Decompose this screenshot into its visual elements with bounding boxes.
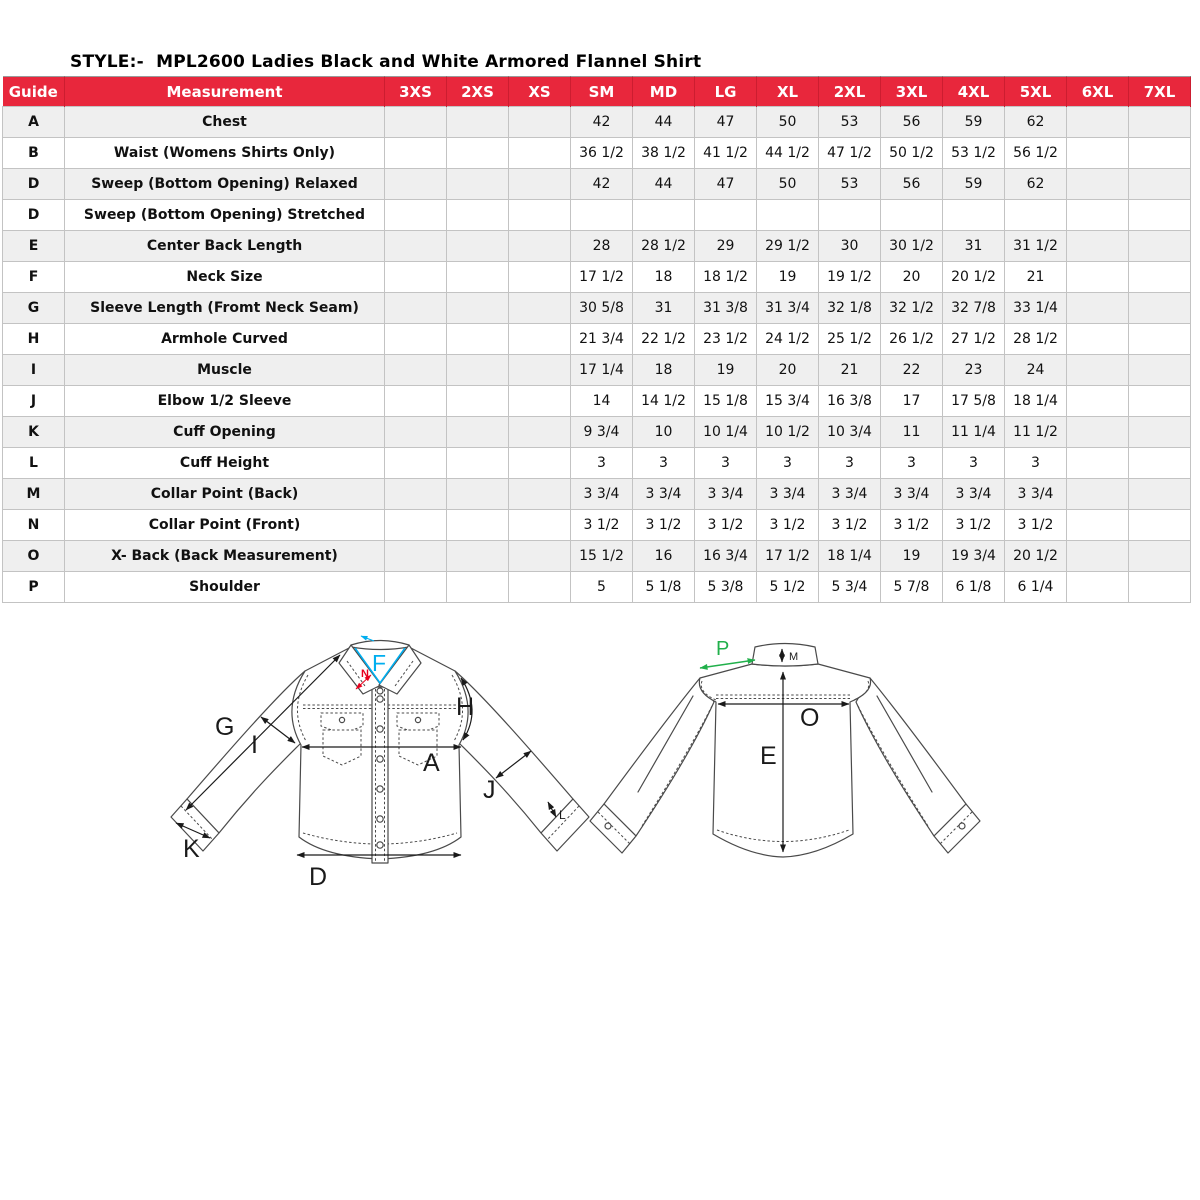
- value-cell: [385, 386, 447, 417]
- value-cell: [447, 448, 509, 479]
- value-cell: [509, 138, 571, 169]
- value-cell: [1067, 510, 1129, 541]
- value-cell: 31: [633, 293, 695, 324]
- label-d: D: [309, 863, 328, 891]
- front-shirt-diagram: [165, 633, 595, 895]
- label-h: H: [456, 693, 475, 721]
- guide-cell: J: [3, 386, 65, 417]
- value-cell: 32 1/8: [819, 293, 881, 324]
- value-cell: [509, 355, 571, 386]
- label-k: K: [183, 835, 200, 863]
- table-row-m-12: [3, 479, 1191, 510]
- value-cell: 3 3/4: [819, 479, 881, 510]
- value-cell: [1129, 355, 1191, 386]
- measurement-cell: Elbow 1/2 Sleeve: [65, 386, 385, 417]
- value-cell: 6 1/4: [1005, 572, 1067, 603]
- measurement-cell: Waist (Womens Shirts Only): [65, 138, 385, 169]
- table-row-i-8: [3, 355, 1191, 386]
- value-cell: 3: [571, 448, 633, 479]
- value-cell: 20: [757, 355, 819, 386]
- value-cell: 3 3/4: [695, 479, 757, 510]
- value-cell: 59: [943, 107, 1005, 138]
- measurement-cell: Center Back Length: [65, 231, 385, 262]
- value-cell: [385, 510, 447, 541]
- value-cell: 3 1/2: [571, 510, 633, 541]
- guide-cell: K: [3, 417, 65, 448]
- value-cell: [633, 200, 695, 231]
- value-cell: 3 1/2: [757, 510, 819, 541]
- value-cell: 18 1/4: [819, 541, 881, 572]
- value-cell: 18 1/2: [695, 262, 757, 293]
- guide-cell: A: [3, 107, 65, 138]
- value-cell: [571, 200, 633, 231]
- back-left-sleeve: [604, 678, 714, 836]
- label-j: J: [483, 776, 496, 804]
- table-row-d-2: [3, 169, 1191, 200]
- value-cell: 62: [1005, 169, 1067, 200]
- value-cell: 10 1/2: [757, 417, 819, 448]
- value-cell: 21: [1005, 262, 1067, 293]
- table-row-a-0: [3, 107, 1191, 138]
- value-cell: [1129, 510, 1191, 541]
- value-cell: 31 1/2: [1005, 231, 1067, 262]
- value-cell: 18: [633, 355, 695, 386]
- guide-cell: H: [3, 324, 65, 355]
- value-cell: [447, 262, 509, 293]
- value-cell: 38 1/2: [633, 138, 695, 169]
- label-i: I: [251, 731, 258, 759]
- value-cell: 5: [571, 572, 633, 603]
- column-header-7xl: 7XL: [1129, 77, 1191, 107]
- value-cell: 24: [1005, 355, 1067, 386]
- table-row-h-7: [3, 324, 1191, 355]
- value-cell: 20 1/2: [943, 262, 1005, 293]
- value-cell: [385, 169, 447, 200]
- value-cell: 17 1/4: [571, 355, 633, 386]
- value-cell: 22 1/2: [633, 324, 695, 355]
- value-cell: [509, 200, 571, 231]
- value-cell: 3 1/2: [633, 510, 695, 541]
- guide-cell: F: [3, 262, 65, 293]
- value-cell: [1067, 355, 1129, 386]
- value-cell: 3 3/4: [943, 479, 1005, 510]
- value-cell: 5 1/8: [633, 572, 695, 603]
- value-cell: [447, 479, 509, 510]
- measurement-cell: X- Back (Back Measurement): [65, 541, 385, 572]
- value-cell: [385, 231, 447, 262]
- value-cell: 3 3/4: [881, 479, 943, 510]
- value-cell: 19: [695, 355, 757, 386]
- value-cell: [1067, 262, 1129, 293]
- value-cell: [447, 510, 509, 541]
- table-row-b-1: [3, 138, 1191, 169]
- guide-cell: D: [3, 169, 65, 200]
- value-cell: 32 7/8: [943, 293, 1005, 324]
- measurement-cell: Neck Size: [65, 262, 385, 293]
- column-header-guide: Guide: [3, 77, 65, 107]
- value-cell: [447, 355, 509, 386]
- guide-cell: P: [3, 572, 65, 603]
- value-cell: 16 3/4: [695, 541, 757, 572]
- column-header-6xl: 6XL: [1067, 77, 1129, 107]
- value-cell: [447, 386, 509, 417]
- value-cell: [509, 417, 571, 448]
- value-cell: [385, 572, 447, 603]
- value-cell: 28 1/2: [1005, 324, 1067, 355]
- measurement-cell: Collar Point (Front): [65, 510, 385, 541]
- value-cell: [1129, 138, 1191, 169]
- value-cell: [509, 262, 571, 293]
- value-cell: [757, 200, 819, 231]
- value-cell: 56: [881, 107, 943, 138]
- value-cell: [509, 448, 571, 479]
- value-cell: [447, 293, 509, 324]
- measurement-cell: Armhole Curved: [65, 324, 385, 355]
- value-cell: [509, 324, 571, 355]
- value-cell: [1129, 231, 1191, 262]
- value-cell: 5 1/2: [757, 572, 819, 603]
- value-cell: [1129, 293, 1191, 324]
- value-cell: 27 1/2: [943, 324, 1005, 355]
- value-cell: 42: [571, 107, 633, 138]
- value-cell: [509, 572, 571, 603]
- value-cell: 26 1/2: [881, 324, 943, 355]
- value-cell: [1129, 169, 1191, 200]
- table-row-k-10: [3, 417, 1191, 448]
- value-cell: 31 3/8: [695, 293, 757, 324]
- value-cell: [1067, 231, 1129, 262]
- measurement-cell: Muscle: [65, 355, 385, 386]
- value-cell: [509, 169, 571, 200]
- value-cell: [695, 200, 757, 231]
- value-cell: [1067, 293, 1129, 324]
- value-cell: 3: [881, 448, 943, 479]
- label-e: E: [760, 742, 777, 770]
- table-row-p-15: [3, 572, 1191, 603]
- value-cell: 21 3/4: [571, 324, 633, 355]
- size-table-header-row: [3, 77, 1191, 107]
- value-cell: 16 3/8: [819, 386, 881, 417]
- value-cell: 3 1/2: [881, 510, 943, 541]
- value-cell: 17: [881, 386, 943, 417]
- value-cell: 44 1/2: [757, 138, 819, 169]
- value-cell: [447, 572, 509, 603]
- guide-cell: G: [3, 293, 65, 324]
- value-cell: [1129, 262, 1191, 293]
- guide-cell: B: [3, 138, 65, 169]
- value-cell: [1129, 324, 1191, 355]
- value-cell: 30 5/8: [571, 293, 633, 324]
- value-cell: [509, 231, 571, 262]
- value-cell: 47 1/2: [819, 138, 881, 169]
- measurement-cell: Shoulder: [65, 572, 385, 603]
- value-cell: 18 1/4: [1005, 386, 1067, 417]
- column-header-md: MD: [633, 77, 695, 107]
- measurement-cell: Collar Point (Back): [65, 479, 385, 510]
- value-cell: 30 1/2: [881, 231, 943, 262]
- value-cell: [1067, 138, 1129, 169]
- value-cell: 28 1/2: [633, 231, 695, 262]
- label-a: A: [423, 749, 440, 777]
- value-cell: 9 3/4: [571, 417, 633, 448]
- table-row-e-4: [3, 231, 1191, 262]
- value-cell: 6 1/8: [943, 572, 1005, 603]
- value-cell: 21: [819, 355, 881, 386]
- value-cell: [509, 107, 571, 138]
- value-cell: 15 1/8: [695, 386, 757, 417]
- value-cell: [385, 138, 447, 169]
- value-cell: [1067, 324, 1129, 355]
- value-cell: [385, 324, 447, 355]
- value-cell: 44: [633, 107, 695, 138]
- guide-cell: M: [3, 479, 65, 510]
- value-cell: 3 3/4: [1005, 479, 1067, 510]
- value-cell: 29: [695, 231, 757, 262]
- value-cell: [1129, 448, 1191, 479]
- value-cell: 28: [571, 231, 633, 262]
- value-cell: [447, 417, 509, 448]
- table-row-j-9: [3, 386, 1191, 417]
- column-header-5xl: 5XL: [1005, 77, 1067, 107]
- value-cell: 18: [633, 262, 695, 293]
- value-cell: [447, 324, 509, 355]
- value-cell: 56 1/2: [1005, 138, 1067, 169]
- value-cell: [1129, 386, 1191, 417]
- table-row-l-11: [3, 448, 1191, 479]
- value-cell: 17 5/8: [943, 386, 1005, 417]
- label-p: P: [716, 638, 730, 660]
- measurement-cell: Sweep (Bottom Opening) Relaxed: [65, 169, 385, 200]
- value-cell: 10: [633, 417, 695, 448]
- value-cell: 3 3/4: [633, 479, 695, 510]
- value-cell: 17 1/2: [757, 541, 819, 572]
- value-cell: 3 3/4: [757, 479, 819, 510]
- value-cell: 15 1/2: [571, 541, 633, 572]
- value-cell: 16: [633, 541, 695, 572]
- neck-arrow-icon: [361, 636, 374, 641]
- value-cell: [509, 541, 571, 572]
- value-cell: [509, 386, 571, 417]
- value-cell: 3 1/2: [819, 510, 881, 541]
- label-n: N: [361, 668, 369, 680]
- value-cell: [385, 541, 447, 572]
- value-cell: [1129, 479, 1191, 510]
- value-cell: 5 3/4: [819, 572, 881, 603]
- value-cell: 3 1/2: [943, 510, 1005, 541]
- value-cell: 3 3/4: [571, 479, 633, 510]
- value-cell: 3: [757, 448, 819, 479]
- value-cell: 62: [1005, 107, 1067, 138]
- value-cell: 31: [943, 231, 1005, 262]
- value-cell: 3: [943, 448, 1005, 479]
- value-cell: 5 7/8: [881, 572, 943, 603]
- page-title: STYLE:- MPL2600 Ladies Black and White Armored Flannel Shirt: [70, 52, 702, 72]
- guide-cell: E: [3, 231, 65, 262]
- value-cell: 41 1/2: [695, 138, 757, 169]
- label-l: L: [559, 808, 566, 822]
- value-cell: [1129, 417, 1191, 448]
- value-cell: 47: [695, 107, 757, 138]
- label-f: F: [371, 650, 387, 676]
- button-placket: [372, 687, 388, 863]
- value-cell: [385, 448, 447, 479]
- value-cell: [1067, 386, 1129, 417]
- label-o: O: [800, 704, 820, 732]
- value-cell: 14 1/2: [633, 386, 695, 417]
- value-cell: 53: [819, 169, 881, 200]
- value-cell: 10 1/4: [695, 417, 757, 448]
- value-cell: [943, 200, 1005, 231]
- guide-cell: N: [3, 510, 65, 541]
- value-cell: [385, 479, 447, 510]
- value-cell: [385, 355, 447, 386]
- measurement-cell: Cuff Opening: [65, 417, 385, 448]
- value-cell: 23 1/2: [695, 324, 757, 355]
- value-cell: [1067, 169, 1129, 200]
- table-row-g-6: [3, 293, 1191, 324]
- value-cell: 20 1/2: [1005, 541, 1067, 572]
- value-cell: [385, 417, 447, 448]
- value-cell: [447, 169, 509, 200]
- table-row-d-3: [3, 200, 1191, 231]
- value-cell: 5 3/8: [695, 572, 757, 603]
- value-cell: [447, 138, 509, 169]
- value-cell: [385, 262, 447, 293]
- value-cell: [819, 200, 881, 231]
- value-cell: 14: [571, 386, 633, 417]
- value-cell: 10 3/4: [819, 417, 881, 448]
- value-cell: 11 1/4: [943, 417, 1005, 448]
- guide-cell: D: [3, 200, 65, 231]
- value-cell: 15 3/4: [757, 386, 819, 417]
- label-m: M: [789, 651, 799, 663]
- value-cell: 32 1/2: [881, 293, 943, 324]
- value-cell: 56: [881, 169, 943, 200]
- value-cell: 22: [881, 355, 943, 386]
- value-cell: 33 1/4: [1005, 293, 1067, 324]
- guide-cell: I: [3, 355, 65, 386]
- value-cell: [881, 200, 943, 231]
- measurement-cell: Sleeve Length (Fromt Neck Seam): [65, 293, 385, 324]
- value-cell: 19 3/4: [943, 541, 1005, 572]
- value-cell: [1129, 572, 1191, 603]
- value-cell: 19: [757, 262, 819, 293]
- value-cell: 53: [819, 107, 881, 138]
- measurement-cell: Sweep (Bottom Opening) Stretched: [65, 200, 385, 231]
- value-cell: 29 1/2: [757, 231, 819, 262]
- value-cell: [1129, 541, 1191, 572]
- column-header-sm: SM: [571, 77, 633, 107]
- measurement-cell: Chest: [65, 107, 385, 138]
- value-cell: [447, 107, 509, 138]
- value-cell: [509, 479, 571, 510]
- value-cell: 3 1/2: [1005, 510, 1067, 541]
- value-cell: [1129, 200, 1191, 231]
- value-cell: [385, 200, 447, 231]
- column-header-3xl: 3XL: [881, 77, 943, 107]
- back-body: [699, 664, 870, 857]
- measurement-cell: Cuff Height: [65, 448, 385, 479]
- column-header-xl: XL: [757, 77, 819, 107]
- table-row-o-14: [3, 541, 1191, 572]
- back-collar: [752, 644, 818, 667]
- table-row-f-5: [3, 262, 1191, 293]
- value-cell: 3: [695, 448, 757, 479]
- value-cell: 11 1/2: [1005, 417, 1067, 448]
- column-header-4xl: 4XL: [943, 77, 1005, 107]
- value-cell: 11: [881, 417, 943, 448]
- column-header-2xs: 2XS: [447, 77, 509, 107]
- guide-cell: L: [3, 448, 65, 479]
- value-cell: 3 1/2: [695, 510, 757, 541]
- value-cell: 50: [757, 169, 819, 200]
- value-cell: [1067, 417, 1129, 448]
- value-cell: 20: [881, 262, 943, 293]
- value-cell: 50 1/2: [881, 138, 943, 169]
- guide-cell: O: [3, 541, 65, 572]
- column-header-lg: LG: [695, 77, 757, 107]
- value-cell: [1067, 107, 1129, 138]
- value-cell: 59: [943, 169, 1005, 200]
- value-cell: 47: [695, 169, 757, 200]
- value-cell: [1067, 200, 1129, 231]
- value-cell: [447, 231, 509, 262]
- value-cell: 23: [943, 355, 1005, 386]
- value-cell: [1067, 479, 1129, 510]
- value-cell: [385, 107, 447, 138]
- value-cell: [1067, 572, 1129, 603]
- value-cell: [1005, 200, 1067, 231]
- front-left-sleeve: [187, 671, 305, 833]
- value-cell: 44: [633, 169, 695, 200]
- value-cell: [447, 541, 509, 572]
- back-right-sleeve: [856, 678, 966, 836]
- value-cell: 36 1/2: [571, 138, 633, 169]
- value-cell: [509, 510, 571, 541]
- value-cell: [447, 200, 509, 231]
- table-row-n-13: [3, 510, 1191, 541]
- value-cell: 3: [633, 448, 695, 479]
- value-cell: 50: [757, 107, 819, 138]
- back-shirt-diagram: [590, 634, 1000, 896]
- value-cell: 42: [571, 169, 633, 200]
- value-cell: 17 1/2: [571, 262, 633, 293]
- value-cell: 53 1/2: [943, 138, 1005, 169]
- size-table-body: [3, 107, 1191, 603]
- label-g: G: [215, 713, 235, 741]
- column-header-3xs: 3XS: [385, 77, 447, 107]
- value-cell: 19 1/2: [819, 262, 881, 293]
- value-cell: 30: [819, 231, 881, 262]
- value-cell: [385, 293, 447, 324]
- column-header-xs: XS: [509, 77, 571, 107]
- column-header-2xl: 2XL: [819, 77, 881, 107]
- value-cell: 24 1/2: [757, 324, 819, 355]
- value-cell: [509, 293, 571, 324]
- value-cell: [1067, 448, 1129, 479]
- value-cell: 3: [1005, 448, 1067, 479]
- size-table: [2, 76, 1191, 603]
- value-cell: 19: [881, 541, 943, 572]
- column-header-measurement: Measurement: [65, 77, 385, 107]
- value-cell: 3: [819, 448, 881, 479]
- value-cell: 31 3/4: [757, 293, 819, 324]
- value-cell: 25 1/2: [819, 324, 881, 355]
- value-cell: [1129, 107, 1191, 138]
- value-cell: [1067, 541, 1129, 572]
